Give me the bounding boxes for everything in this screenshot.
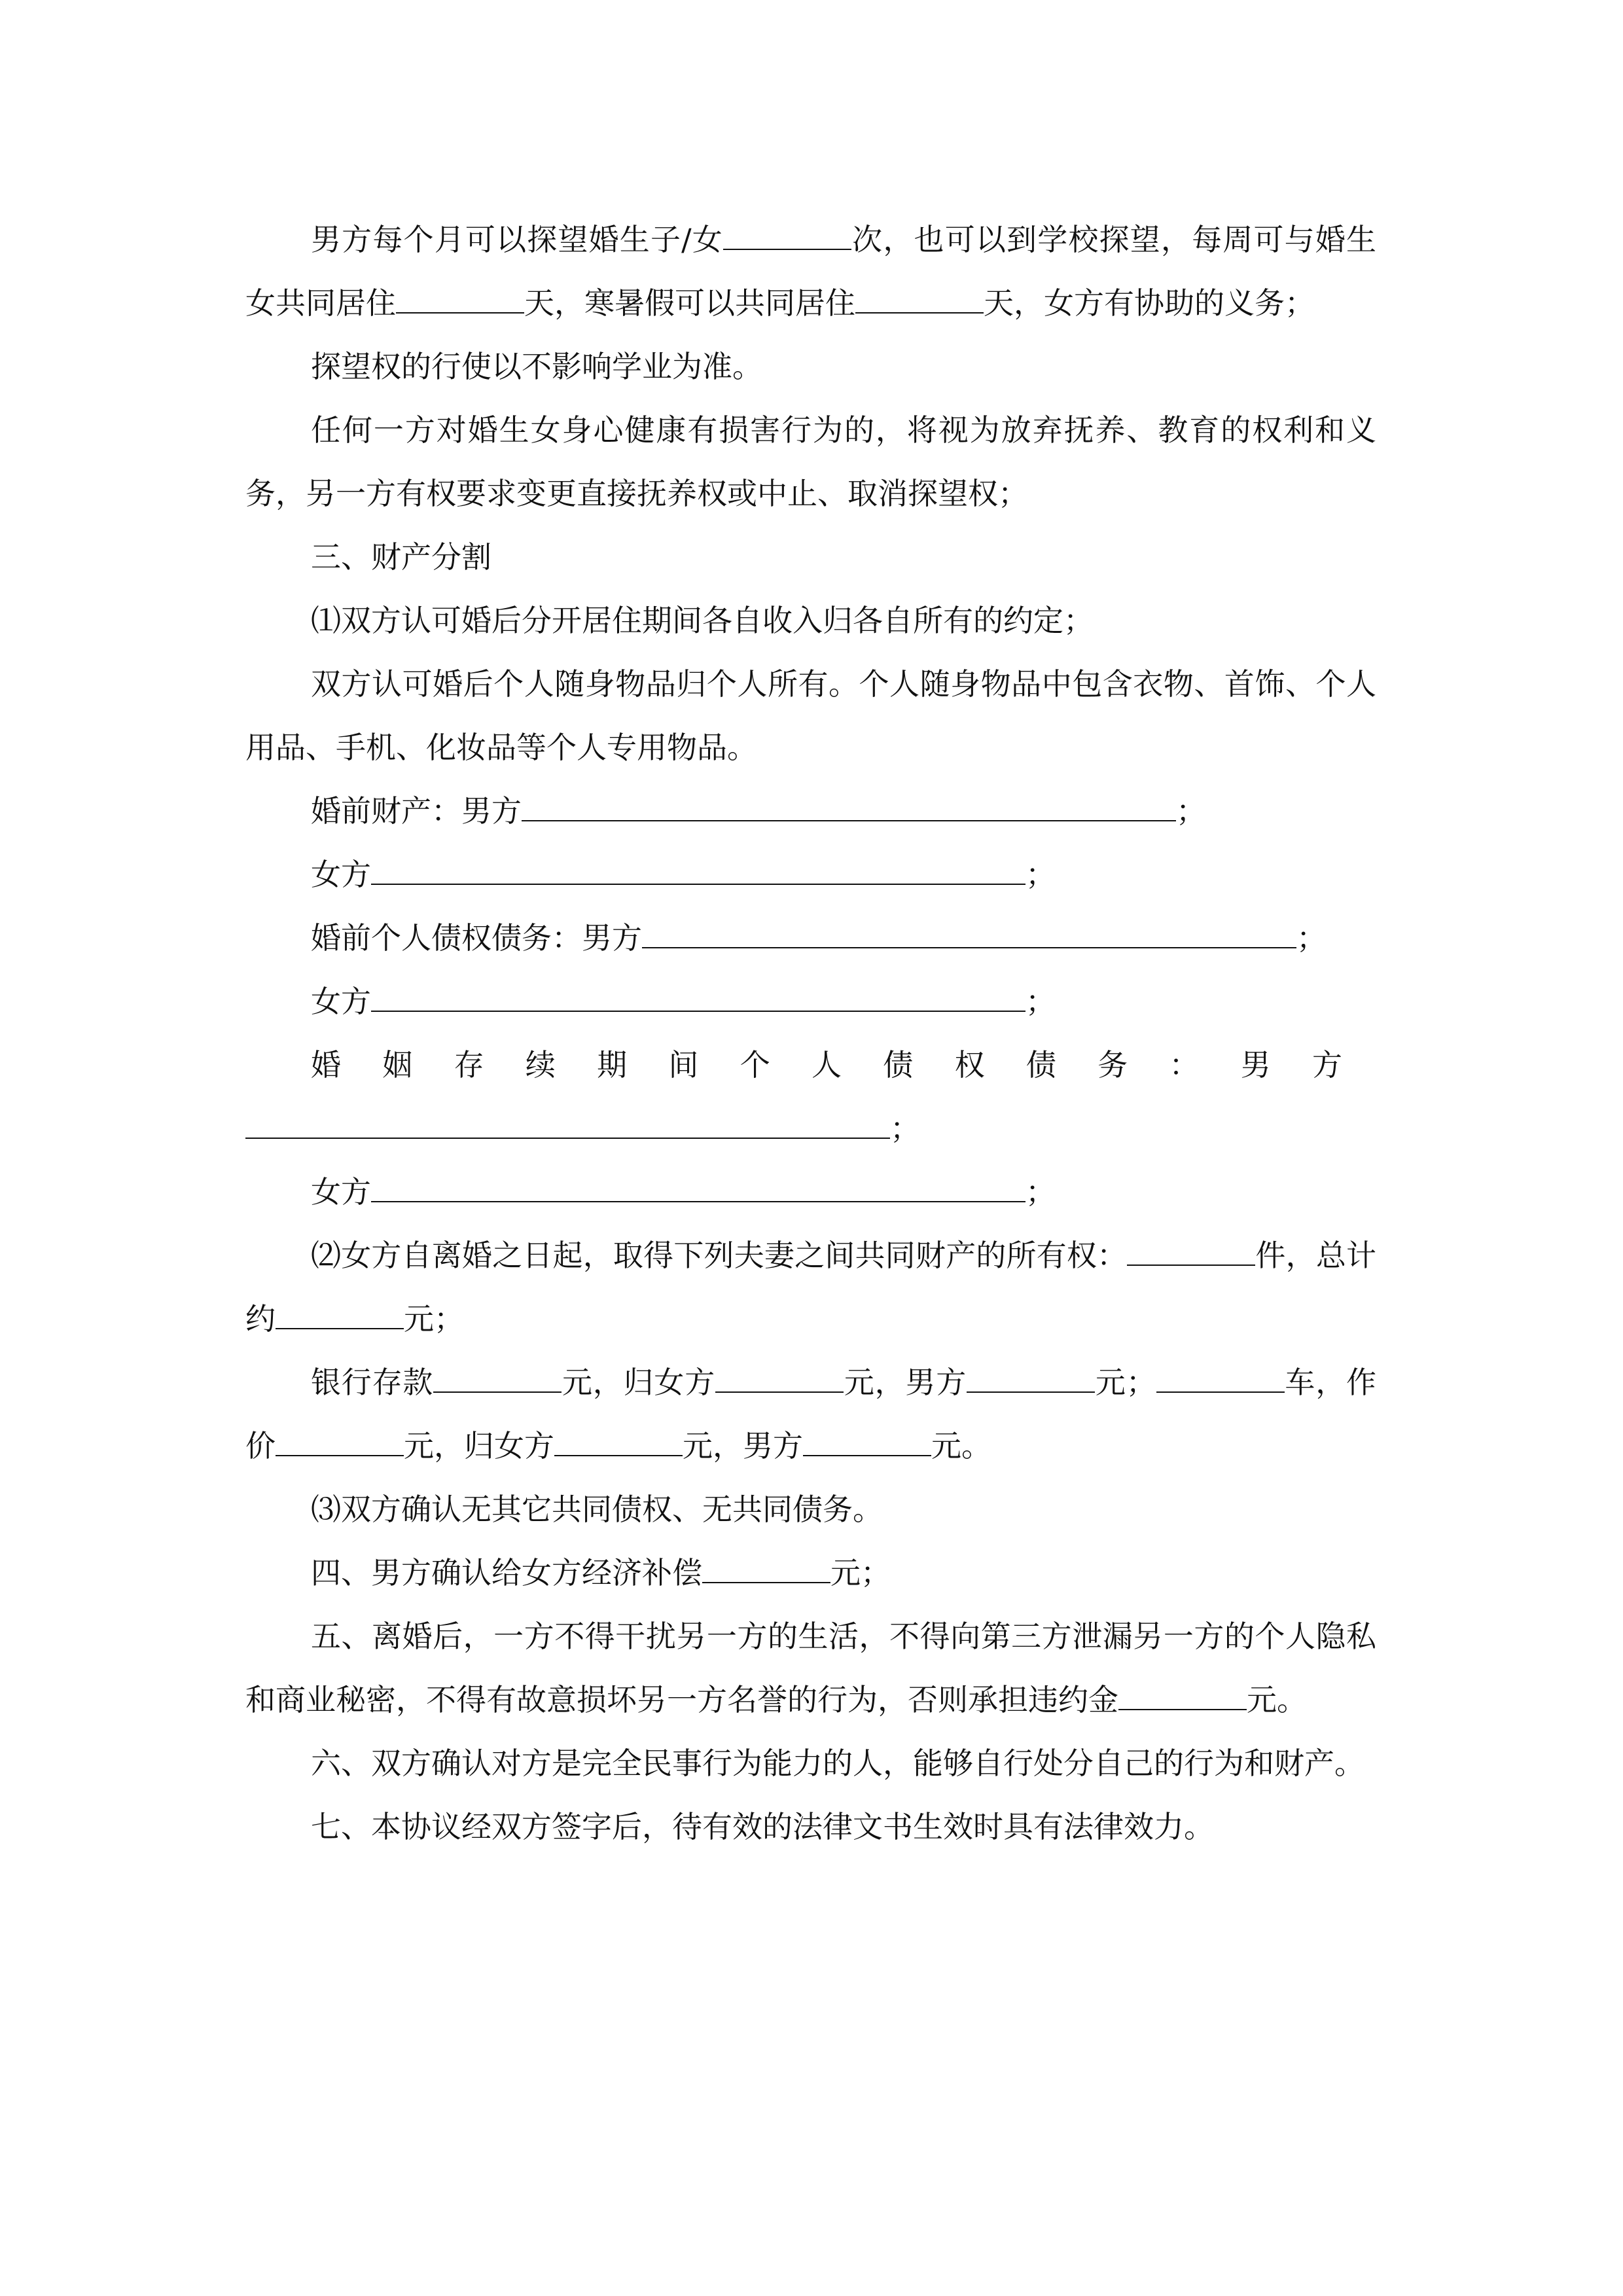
blank-field[interactable] — [371, 1174, 1026, 1202]
marital-debts-male — [245, 1033, 1376, 1097]
marital-debts-female — [245, 1160, 1376, 1224]
section-four — [245, 1541, 1376, 1605]
blank-field[interactable] — [723, 222, 851, 250]
blank-field[interactable] — [702, 1555, 830, 1583]
text: 婚姻存续期间个人债权债务：男方 — [311, 1047, 1376, 1083]
text: 男方每个月可以探望婚生子/女 — [311, 222, 723, 257]
document-page — [245, 208, 1376, 1859]
blank-field[interactable] — [1118, 1682, 1247, 1710]
text: 元，男方 — [683, 1428, 803, 1463]
text: 婚前个人债权债务：男方 — [311, 920, 642, 956]
bank-and-vehicle — [245, 1351, 1376, 1478]
text: 四、男方确认给女方经济补偿 — [311, 1555, 702, 1590]
blank-field[interactable] — [371, 857, 1026, 885]
text: ； — [1026, 984, 1056, 1019]
text: ； — [1296, 920, 1327, 956]
text: 五、离婚后，一方不得干扰另一方的生活，不得向第三方泄漏另一方的个人隐私和商业秘密，不得有故意损坏另一方名誉的行为，否则承担违约金 — [245, 1619, 1376, 1717]
text: 次，也可以到学校探望，每周可与婚生女共同居住 — [245, 222, 1377, 321]
text: 女方 — [311, 1174, 371, 1210]
blank-field[interactable] — [554, 1428, 683, 1456]
section-six: 六、双方确认对方是完全民事行为能力的人，能够自行处分自己的行为和财产。 — [311, 1746, 1364, 1781]
section-seven: 七、本协议经双方签字后，待有效的法律文书生效时具有法律效力。 — [311, 1809, 1214, 1844]
blank-field[interactable] — [245, 1111, 890, 1139]
blank-field[interactable] — [715, 1365, 844, 1393]
text: 元。 — [931, 1428, 991, 1463]
premarital-debts-male — [245, 906, 1376, 970]
blank-field[interactable] — [522, 793, 1176, 821]
clause-2 — [245, 1224, 1376, 1351]
harm-clause: 任何一方对婚生女身心健康有损害行为的，将视为放弃抚养、教育的权利和义务，另一方有权要求变更直接抚养权或中止、取消探望权； — [245, 412, 1376, 511]
text: ； — [1026, 857, 1056, 892]
clause-1: ⑴双方认可婚后分开居住期间各自收入归各自所有的约定； — [311, 603, 1094, 638]
blank-field[interactable] — [642, 920, 1296, 948]
text: 元； — [404, 1301, 464, 1336]
blank-field[interactable] — [803, 1428, 931, 1456]
text: ⑵女方自离婚之日起，取得下列夫妻之间共同财产的所有权： — [311, 1238, 1128, 1273]
blank-field[interactable] — [855, 285, 984, 314]
blank-field[interactable] — [1156, 1365, 1285, 1393]
text: 天，寒暑假可以共同居住 — [524, 285, 855, 321]
text: 元； — [1095, 1365, 1156, 1400]
clause-3: ⑶双方确认无其它共同债权、无共同债务。 — [311, 1492, 883, 1527]
premarital-property-female — [245, 843, 1376, 906]
visitation-condition: 探望权的行使以不影响学业为准。 — [311, 349, 762, 384]
text: 天，女方有协助的义务； — [984, 285, 1315, 321]
text: ； — [890, 1111, 920, 1146]
blank-field[interactable] — [371, 984, 1026, 1012]
blank-field[interactable] — [433, 1365, 562, 1393]
text: 件，总计约 — [245, 1238, 1377, 1336]
section-heading-property: 三、财产分割 — [311, 539, 491, 575]
text: 女方 — [311, 984, 371, 1019]
text: 银行存款 — [311, 1365, 434, 1400]
text: 婚前财产：男方 — [311, 793, 522, 829]
text: 元。 — [1247, 1682, 1307, 1717]
text: ； — [1176, 793, 1206, 829]
text: ； — [1026, 1174, 1056, 1210]
visitation-paragraph — [245, 208, 1376, 335]
blank-field[interactable] — [396, 285, 524, 314]
premarital-debts-female — [245, 970, 1376, 1033]
blank-field[interactable] — [276, 1428, 404, 1456]
text: 元； — [830, 1555, 891, 1590]
text: 车，作价 — [245, 1365, 1377, 1463]
personal-items-clause: 双方认可婚后个人随身物品归个人所有。个人随身物品中包含衣物、首饰、个人用品、手机、化妆品等个人专用物品。 — [245, 666, 1376, 765]
section-five — [245, 1605, 1376, 1732]
text: 元，归女方 — [404, 1428, 554, 1463]
text: 元，男方 — [844, 1365, 967, 1400]
marital-debts-male-blank — [245, 1097, 1376, 1160]
blank-field[interactable] — [967, 1365, 1095, 1393]
premarital-property-male — [245, 780, 1376, 843]
text: 元，归女方 — [562, 1365, 716, 1400]
blank-field[interactable] — [276, 1301, 404, 1329]
text: 女方 — [311, 857, 371, 892]
blank-field[interactable] — [1127, 1238, 1255, 1266]
